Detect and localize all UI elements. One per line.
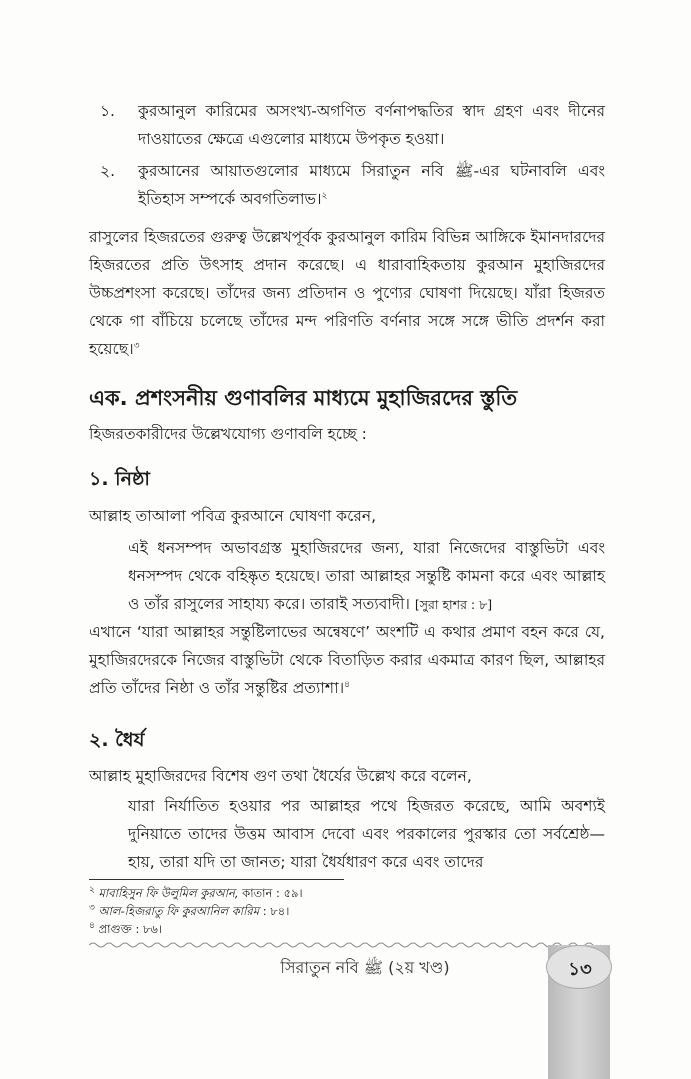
footnote-mark: ৩ [89,903,95,914]
list-number: ১. [100,102,115,120]
quote-citation: [সুরা হাশর : ৮] [414,597,493,612]
footnote-ref-text: প্রাগুক্ত : ৮৬। [98,922,163,936]
section-lead: হিজরতকারীদের উল্লেখযোগ্য গুণাবলি হচ্ছে : [89,425,367,443]
footnote-mark: ৪ [89,921,95,932]
page-number-tab [548,945,610,1079]
sincerity-explanation [89,618,605,702]
list-item [100,157,605,213]
explanation-text: এখানে ‘যারা আল্লাহর সন্তুষ্টিলাভের অন্বেষণে’ অংশটি এ কথার প্রমাণ বহন করে যে, মুহাজিরদেরকে নিজের বাস্তুভিটা থেকে বিতাড়িত করার একমাত্র কারণ ছিল, আল্লাহর প্রতি তাঁদের নিষ্ঠা ও তাঁর সন্তুষ্টির প্রত্যাশা। [89,623,605,697]
footnote-mark: ২ [89,885,95,896]
running-footer-title: সিরাতুন নবি ﷺ (২য় খণ্ড) [280,958,450,977]
subsection-heading-patience: ২. ধৈর্য [89,729,145,751]
quran-quote [128,534,605,619]
footnote-ref[interactable]: ২ [321,190,328,201]
list-number: ২. [100,162,116,180]
quran-quote: যারা নির্যাতিত হওয়ার পর আল্লাহর পথে হিজরত করেছে, আমি অবশ্যই দুনিয়াতে তাদের উত্তম আবাস দেবো এবং পরকালের পুরস্কার তো সর্বশ্রেষ্ঠ—হায়, তারা যদি তা জানত; যারা ধৈর্যধারণ করে এবং তাদের [128,797,605,871]
footnotes [89,884,569,938]
list-text: কুরআনুল কারিমের অসংখ্য-অগণিত বর্ণনাপদ্ধতির স্বাদ গ্রহণ এবং দীনের দাওয়াতের ক্ষেত্রে এগুলোর মাধ্যমে উপকৃত হওয়া। [138,102,605,148]
footnote-ref[interactable]: ৪ [344,679,350,690]
benefit-list [100,97,605,217]
footnote-title: মাবাহিসুন ফি উলুমিল কুরআন, [98,886,239,900]
footnote-title: আল-হিজরাতু ফি কুরআনিল কারিম [98,904,260,918]
page-number-cap [546,945,612,989]
footnote-item [89,902,569,920]
intro-text: রাসুলের হিজরতের গুরুত্ব উল্লেখপূর্বক কুরআনুল কারিম বিভিন্ন আঙ্গিকে ইমানদারদের হিজরতের প্রতি উৎসাহ প্রদান করেছে। এ ধারাবাহিকতায় কুরআন মুহাজিরদের উচ্চপ্রশংসা করেছে। তাঁদের জন্য প্রতিদান ও পুণ্যের ঘোষণা দিয়েছে। যাঁরা হিজরত থেকে গা বাঁচিয়ে চলেছে তাঁদের মন্দ পরিণতি বর্ণনার সঙ্গে সঙ্গে ভীতি প্রদর্শন করা হয়েছে। [89,228,605,358]
footnote-item [89,920,569,938]
footnote-item [89,884,569,902]
footnote-divider [89,879,344,880]
footnote-ref-text: কাতান : ৫৯। [238,886,303,900]
patience-lead: আল্লাহ মুহাজিরদের বিশেষ গুণ তথা ধৈর্যের উল্লেখ করে বলেন, [89,767,472,785]
list-text: কুরআনের আয়াতগুলোর মাধ্যমে সিরাতুন নবি ﷺ-এর ঘটনাবলি এবং ইতিহাস সম্পর্কে অবগতিলাভ। [138,162,605,208]
subsection-heading-sincerity: ১. নিষ্ঠা [89,468,150,490]
section-heading: এক. প্রশংসনীয় গুণাবলির মাধ্যমে মুহাজিরদের স্তুতি [89,386,518,410]
intro-paragraph [89,223,605,363]
sincerity-lead: আল্লাহ তাআলা পবিত্র কুরআনে ঘোষণা করেন, [89,507,377,525]
page-number: ১৩ [568,959,592,980]
footnote-ref[interactable]: ৩ [133,340,140,351]
quote-text: এই ধনসম্পদ অভাবগ্রস্ত মুহাজিরদের জন্য, যারা নিজেদের বাস্তুভিটা এবং ধনসম্পদ থেকে বহিষ্কৃত হয়েছে। তারা আল্লাহর সন্তুষ্টি কামনা করে এবং আল্লাহ ও তাঁর রাসুলের সাহায্য করে। তারাই সত্যবাদী। [128,539,605,613]
footnote-ref-text: : ৮৪। [259,904,290,918]
decorative-divider [89,941,605,949]
list-item [100,97,605,153]
